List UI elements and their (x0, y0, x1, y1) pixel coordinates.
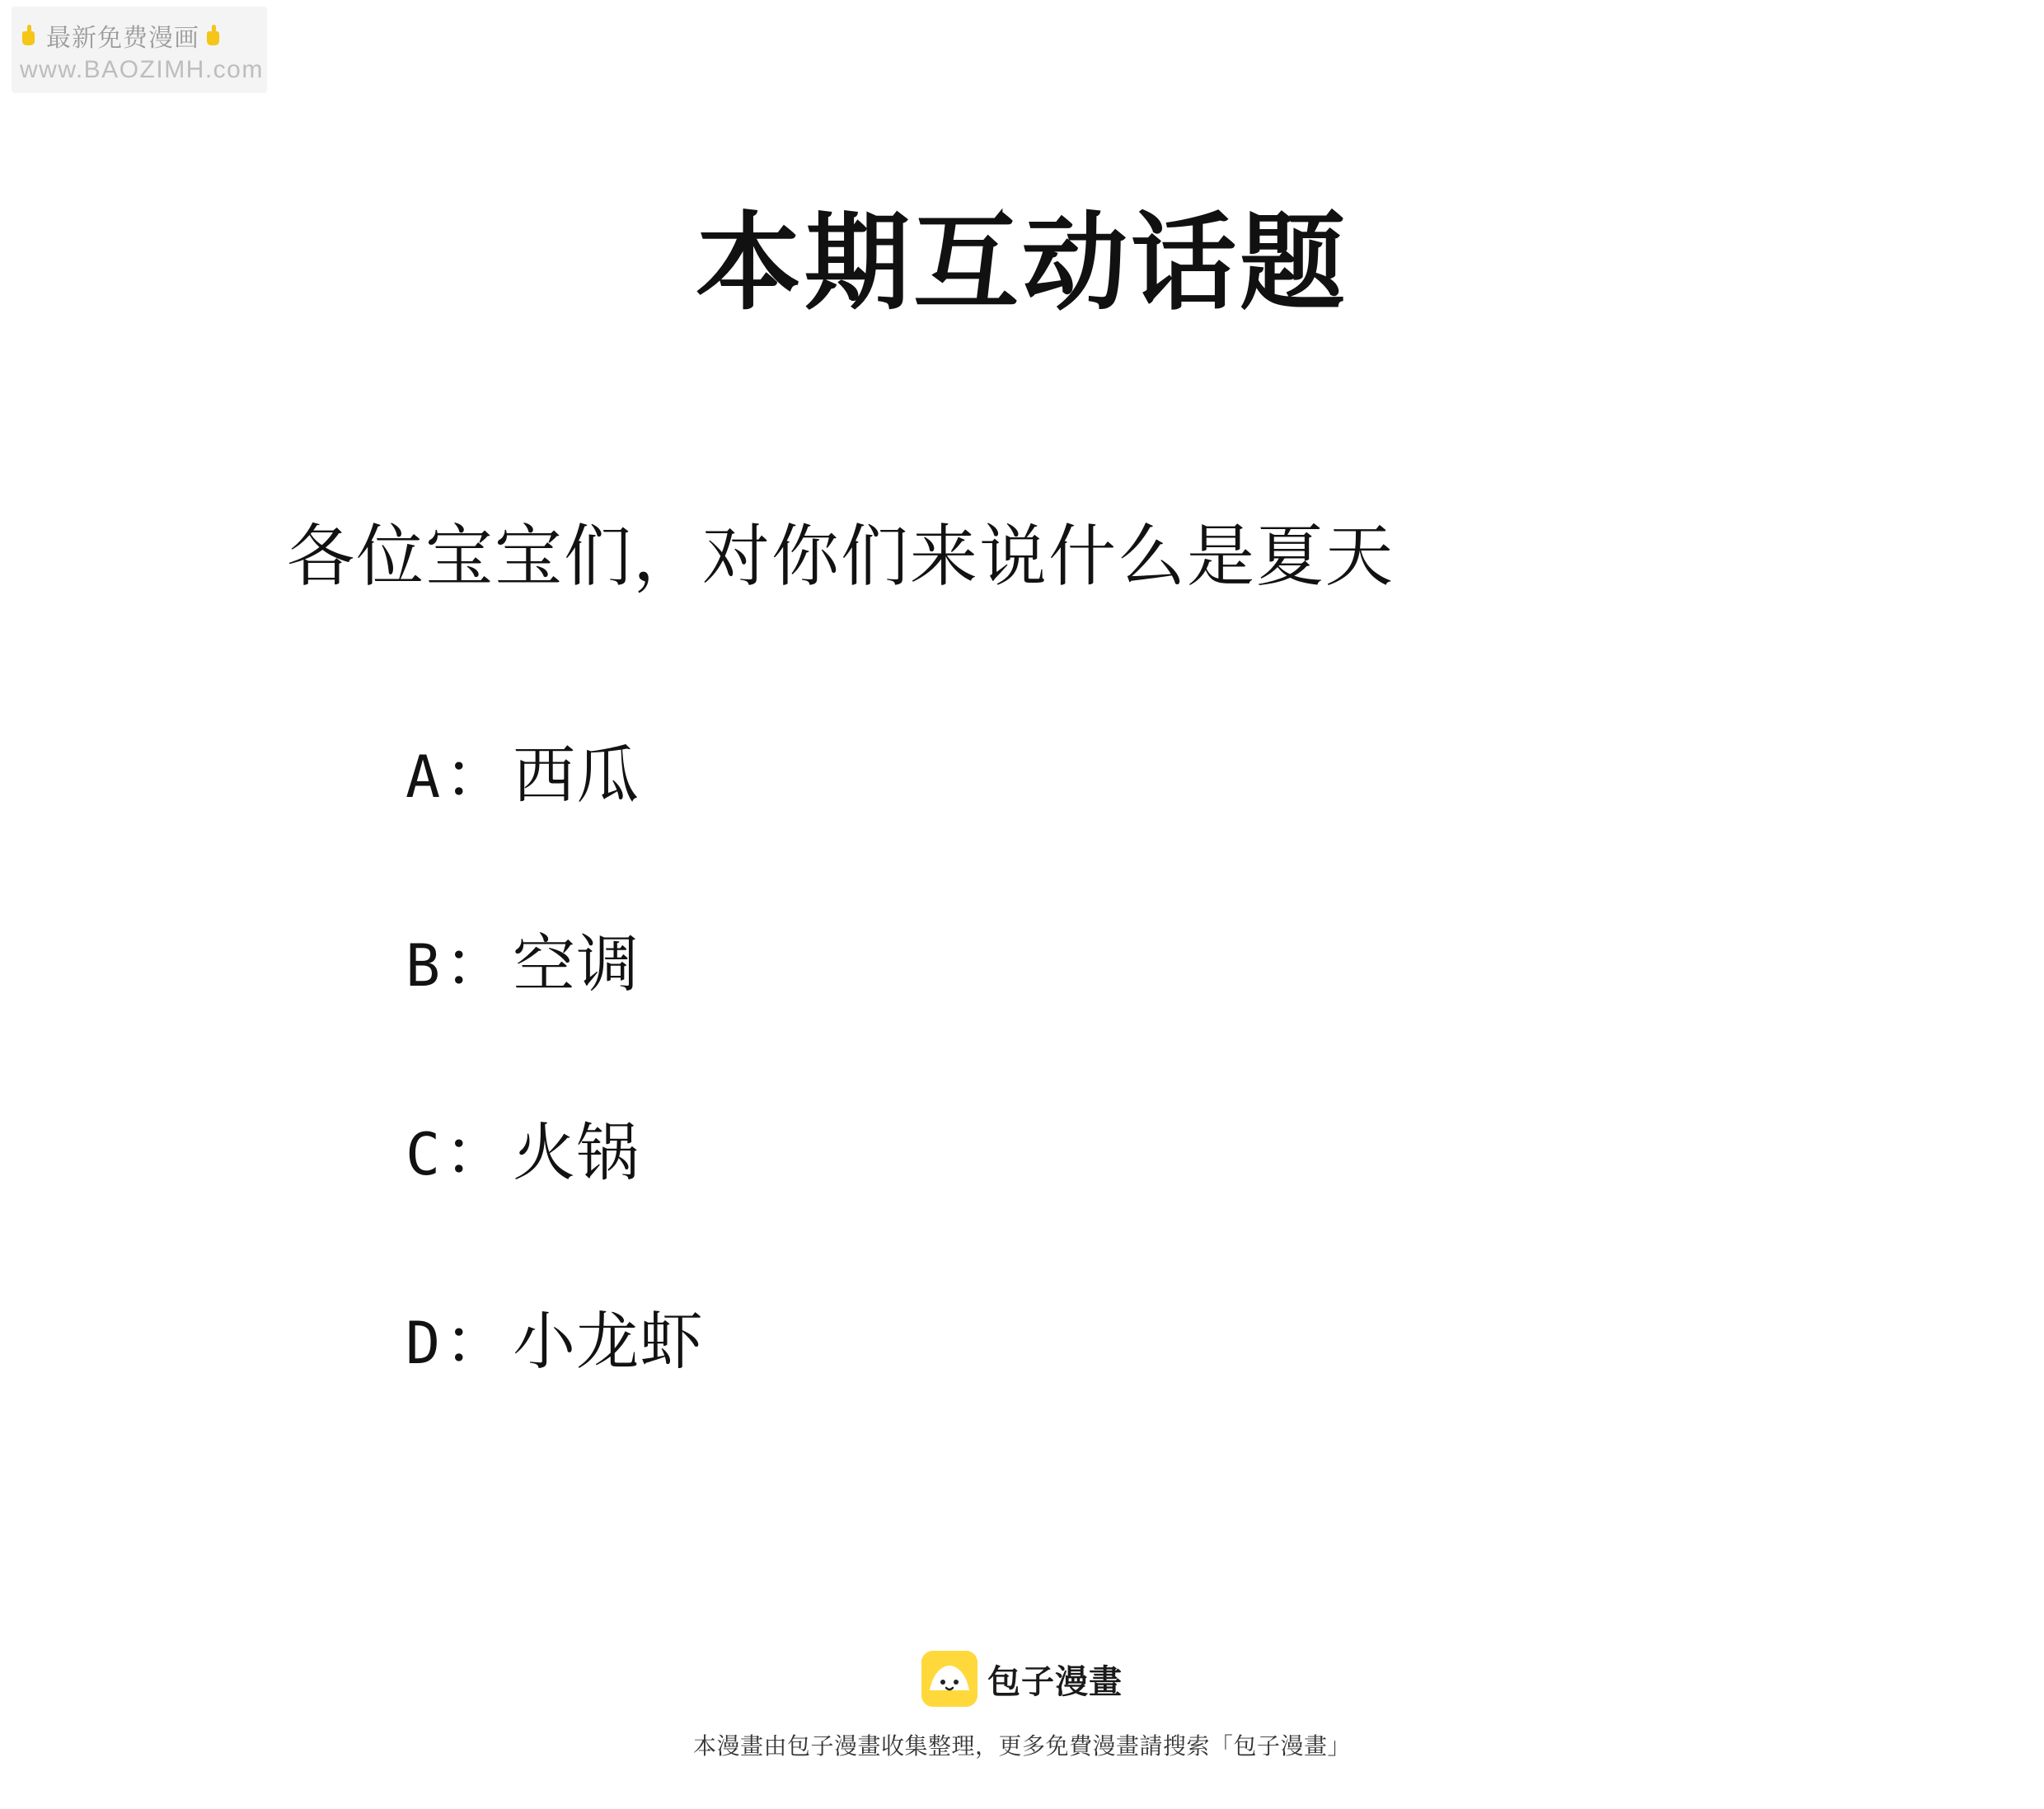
option-label-a: 西瓜 (513, 741, 640, 811)
option-row-b[interactable] (406, 914, 703, 1004)
option-key-a: A (406, 743, 442, 811)
footer (0, 1651, 2044, 1761)
watermark-label-row (20, 16, 267, 54)
option-label-b: 空调 (513, 930, 640, 1000)
option-separator-c: ： (444, 1118, 509, 1188)
footer-brand (921, 1651, 1123, 1707)
hand-pointing-icon (20, 23, 41, 48)
option-key-b: B (406, 932, 442, 1000)
option-key-d: D (406, 1310, 442, 1377)
site-watermark (12, 7, 267, 93)
footer-note: 本漫畫由包子漫畫收集整理，更多免費漫畫請搜索「包子漫畫」 (692, 1733, 1351, 1759)
watermark-url: www.BAOZIMH.com (20, 55, 264, 83)
option-label-c: 火锅 (513, 1118, 640, 1188)
options-list (406, 725, 703, 1381)
question-text: 各位宝宝们，对你们来说什么是夏天 (287, 519, 1395, 594)
option-separator-b: ： (444, 930, 509, 1000)
hand-pointing-icon (204, 23, 226, 48)
option-row-a[interactable] (406, 725, 703, 815)
option-separator-d: ： (444, 1307, 509, 1377)
page-title: 本期互动话题 (695, 204, 1348, 322)
option-row-d[interactable] (406, 1291, 703, 1381)
baozi-bun-icon (921, 1651, 977, 1707)
watermark-label: 最新免费漫画 (46, 24, 199, 52)
brand-name: 包子漫畫 (987, 1663, 1123, 1700)
option-key-c: C (406, 1121, 442, 1188)
option-row-c[interactable] (406, 1103, 703, 1193)
option-label-d: 小龙虾 (513, 1307, 704, 1377)
option-separator-a: ： (444, 741, 509, 811)
